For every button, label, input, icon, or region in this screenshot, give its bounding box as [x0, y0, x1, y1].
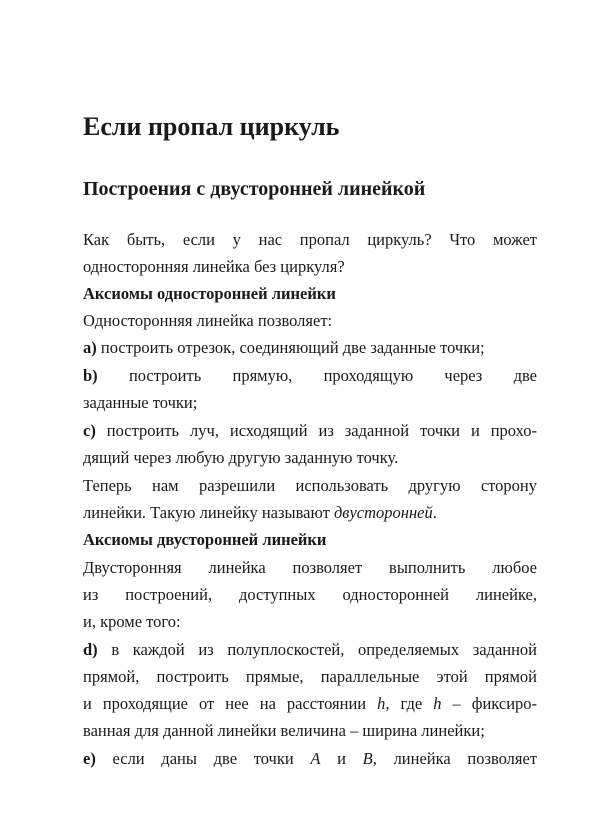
text: , где	[385, 694, 423, 713]
axiom-c	[83, 420, 537, 442]
axiom-c-cont: дящий через любую другую заданную точку.	[83, 448, 399, 467]
axiom-label: e)	[83, 749, 96, 768]
axiom-label: d)	[83, 640, 98, 659]
axiom-d-cont	[83, 693, 537, 715]
axiom-label: a)	[83, 338, 97, 357]
axiom-d	[83, 639, 537, 661]
lead-line: из построений, доступных односторонней линейке,	[83, 585, 537, 604]
lead-line: Двусторонняя линейка позволяет выполнить любое	[83, 558, 537, 577]
axiom-text: построить отрезок, соединяющий две заданные точки;	[100, 338, 485, 357]
page-title: Если пропал циркуль	[83, 112, 340, 141]
transition-line: Теперь нам разрешили использовать другую сторону	[83, 476, 537, 495]
section-heading: Построения с двусторонней линейкой	[83, 178, 426, 200]
axiom-a	[83, 337, 537, 359]
axiom-b	[83, 365, 537, 387]
intro-line: Как быть, если у нас пропал циркуль? Что может	[83, 230, 537, 249]
text: .	[432, 503, 437, 522]
axiom-text: построить прямую, проходящую через две	[128, 366, 538, 385]
axiom-d-cont: прямой, построить прямые, параллельные этой прямой	[83, 667, 537, 686]
math-A: A	[310, 749, 321, 768]
subheading-two-sided: Аксиомы двусторонней линейки	[83, 530, 327, 549]
axiom-text: построить луч, исходящий из заданной точки и прохо-	[106, 421, 538, 440]
axioms-lead: Односторонняя линейка позволяет:	[83, 311, 333, 330]
subheading-one-sided: Аксиомы односторонней линейки	[83, 284, 336, 303]
axiom-label: c)	[83, 421, 96, 440]
text: , линейка позволяет	[372, 749, 538, 768]
text: и проходящие от нее на расстоянии	[83, 694, 367, 713]
math-h: h	[433, 694, 442, 713]
lead-line: и, кроме того:	[83, 612, 181, 631]
text: линейки. Такую линейку называют	[83, 503, 330, 522]
math-h: h	[377, 694, 386, 713]
text: если даны две точки	[112, 749, 294, 768]
axiom-text: в каждой из полуплоскостей, определяемых заданной	[111, 640, 538, 659]
axiom-b-cont: заданные точки;	[83, 393, 198, 412]
text: и	[337, 749, 346, 768]
transition-line	[83, 502, 537, 524]
axiom-e	[83, 748, 537, 770]
text: – фиксиро-	[452, 694, 538, 713]
term-emphasis: двусторонней	[333, 503, 433, 522]
axiom-label: b)	[83, 366, 98, 385]
math-B: B	[362, 749, 373, 768]
intro-line: односторонняя линейка без циркуля?	[83, 257, 345, 276]
axiom-d-cont: ванная для данной линейки величина – ширина линейки;	[83, 721, 485, 740]
